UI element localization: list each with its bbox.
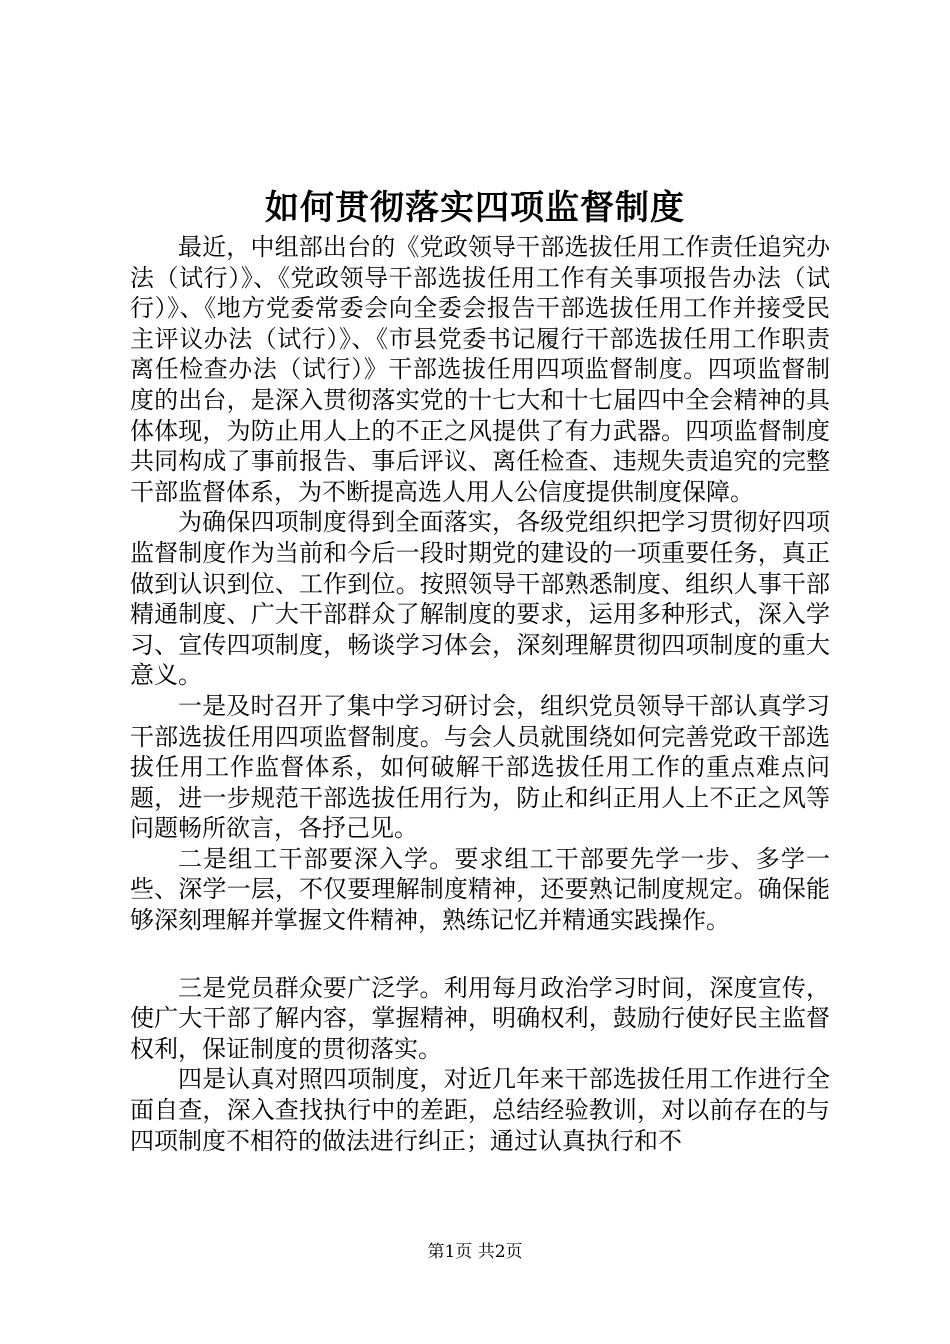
document-title: 如何贯彻落实四项监督制度	[265, 188, 685, 228]
paragraph-implementation: 为确保四项制度得到全面落实，各级党组织把学习贯彻好四项监督制度作为当前和今后一段时期党的建设的一项重要任务，真正做到认识到位、工作到位。按照领导干部熟悉制度、组织人事干部精通制度、广大干部群众了解制度的要求，运用多种形式，深入学习、宣传四项制度，畅谈学习体会，深刻理解贯彻四项制度的重大意义。	[130, 508, 830, 690]
document-body	[130, 232, 830, 1156]
paragraph-point-two: 二是组工干部要深入学。要求组工干部要先学一步、多学一些、深学一层，不仅要理解制度精神，还要熟记制度规定。确保能够深刻理解并掌握文件精神，熟练记忆并精通实践操作。	[130, 844, 830, 935]
paragraph-intro: 最近，中组部出台的《党政领导干部选拔任用工作责任追究办法（试行）》、《党政领导干部选拔任用工作有关事项报告办法（试行）》、《地方党委常委会向全委会报告干部选拔任用工作并接受民主评议办法（试行）》、《市县党委书记履行干部选拔任用工作职责离任检查办法（试行）》干部选拔任用四项监督制度。四项监督制度的出台，是深入贯彻落实党的十七大和十七届四中全会精神的具体体现，为防止用人上的不正之风提供了有力武器。四项监督制度共同构成了事前报告、事后评议、离任检查、违规失责追究的完整干部监督体系，为不断提高选人用人公信度提供制度保障。	[130, 233, 830, 506]
paragraph-point-three: 三是党员群众要广泛学。利用每月政治学习时间，深度宣传，使广大干部了解内容，掌握精神，明确权利，鼓励行使好民主监督权利，保证制度的贯彻落实。	[130, 973, 830, 1063]
paragraph-point-four: 四是认真对照四项制度，对近几年来干部选拔任用工作进行全面自查，深入查找执行中的差距，总结经验教训，对以前存在的与四项制度不相符的做法进行纠正；通过认真执行和不	[130, 1065, 830, 1155]
paragraph-gap	[130, 936, 830, 973]
paragraph-point-one: 一是及时召开了集中学习研讨会，组织党员领导干部认真学习干部选拔任用四项监督制度。与会人员就围绕如何完善党政干部选拔任用工作监督体系，如何破解干部选拔任用工作的重点难点问题，进一步规范干部选拔任用行为，防止和纠正用人上不正之风等问题畅所欲言，各抒己见。	[130, 691, 830, 843]
page-number-footer: 第1页 共2页	[427, 1242, 523, 1262]
